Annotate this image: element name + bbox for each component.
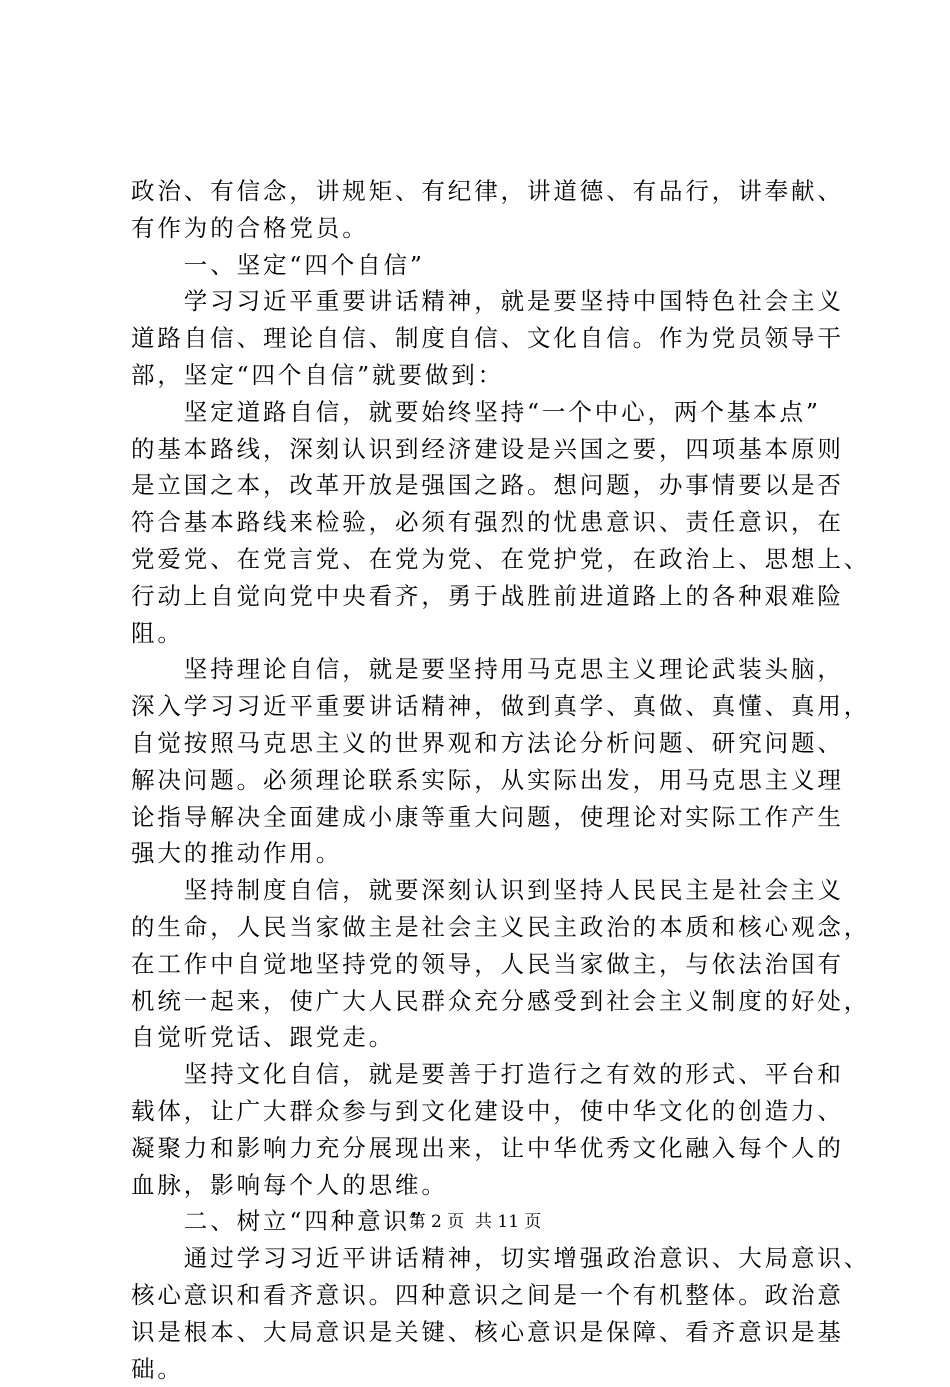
text-line: 机统一起来，使广大人民群众充分感受到社会主义制度的好处，	[131, 983, 831, 1020]
text-line: 的基本路线，深刻认识到经济建设是兴国之要，四项基本原则	[131, 431, 831, 468]
text-line: 深入学习习近平重要讲话精神，做到真学、真做、真懂、真用，	[131, 688, 831, 725]
text-line: 符合基本路线来检验，必须有强烈的忧患意识、责任意识，在	[131, 504, 831, 541]
page-number: 第 2 页 共 11 页	[409, 1212, 542, 1232]
text-line: 血脉，影响每个人的思维。	[131, 1167, 831, 1204]
text-line: 有作为的合格党员。	[131, 210, 831, 247]
text-line: 通过学习习近平讲话精神，切实增强政治意识、大局意识、	[131, 1240, 831, 1277]
text-line: 自觉按照马克思主义的世界观和方法论分析问题、研究问题、	[131, 725, 831, 762]
text-line: 是立国之本，改革开放是强国之路。想问题，办事情要以是否	[131, 467, 831, 504]
text-line: 凝聚力和影响力充分展现出来，让中华优秀文化融入每个人的	[131, 1130, 831, 1167]
text-line: 坚持文化自信，就是要善于打造行之有效的形式、平台和	[131, 1056, 831, 1093]
text-line: 坚持制度自信，就要深刻认识到坚持人民民主是社会主义	[131, 872, 831, 909]
text-line: 识是根本、大局意识是关键、核心意识是保障、看齐意识是基	[131, 1314, 831, 1351]
text-line: 核心意识和看齐意识。四种意识之间是一个有机整体。政治意	[131, 1277, 831, 1314]
text-line: 坚定道路自信，就要始终坚持“一个中心，两个基本点”	[131, 394, 831, 431]
document-body	[131, 173, 831, 1387]
text-line: 论指导解决全面建成小康等重大问题，使理论对实际工作产生	[131, 799, 831, 836]
section-heading: 一、坚定“四个自信”	[131, 247, 831, 284]
text-line: 党爱党、在党言党、在党为党、在党护党，在政治上、思想上、	[131, 541, 831, 578]
section-heading: 二、树立“四种意识”	[131, 1203, 831, 1240]
text-line: 学习习近平重要讲话精神，就是要坚持中国特色社会主义	[131, 283, 831, 320]
text-line: 础。	[131, 1351, 831, 1387]
text-line: 行动上自觉向党中央看齐，勇于战胜前进道路上的各种艰难险	[131, 578, 831, 615]
text-line: 在工作中自觉地坚持党的领导，人民当家做主，与依法治国有	[131, 946, 831, 983]
text-line: 政治、有信念，讲规矩、有纪律，讲道德、有品行，讲奉献、	[131, 173, 831, 210]
text-line: 道路自信、理论自信、制度自信、文化自信。作为党员领导干	[131, 320, 831, 357]
text-line: 自觉听党话、跟党走。	[131, 1019, 831, 1056]
text-line: 强大的推动作用。	[131, 835, 831, 872]
text-line: 载体，让广大群众参与到文化建设中，使中华文化的创造力、	[131, 1093, 831, 1130]
text-line: 阻。	[131, 615, 831, 652]
text-line: 部，坚定“四个自信”就要做到：	[131, 357, 831, 394]
text-line: 解决问题。必须理论联系实际，从实际出发，用马克思主义理	[131, 762, 831, 799]
text-line: 坚持理论自信，就是要坚持用马克思主义理论武装头脑，	[131, 651, 831, 688]
page-footer	[0, 1210, 950, 1234]
text-line: 的生命，人民当家做主是社会主义民主政治的本质和核心观念，	[131, 909, 831, 946]
